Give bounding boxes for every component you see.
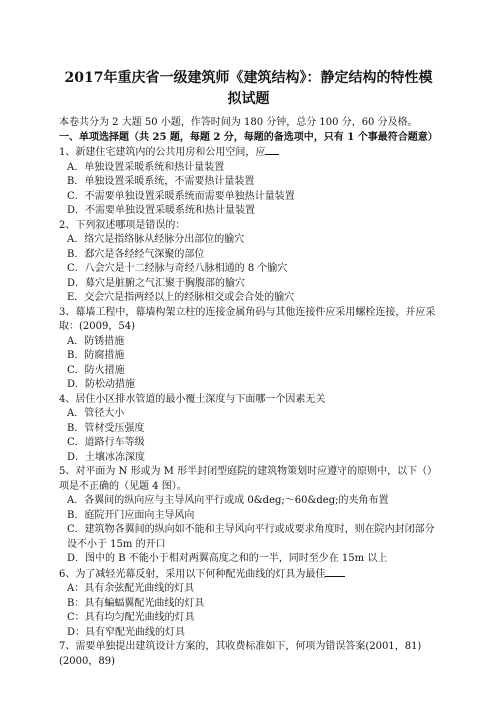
- question-6: [59, 567, 438, 583]
- exam-intro: 本卷共分为 2 大题 50 小题，作答时间为 180 分钟，总分 100 分，60 分及格。: [59, 117, 418, 128]
- question-text: 1、新建住宅建筑内的公共用房和公用空间，应: [59, 147, 266, 158]
- answer-blank: [325, 567, 345, 577]
- option: C．防火措施: [67, 364, 125, 376]
- option: C．道路行车等级: [67, 437, 145, 448]
- option: D．土壤冰冻深度: [67, 451, 146, 463]
- option: B．单独设置采暖系统，不需要热计量装置: [67, 176, 255, 187]
- option: D．图中的 B 不能小于相对两翼高度之和的一半，同时至少在 15m 以上: [67, 553, 388, 564]
- option: D：具有窄配光曲线的灯具: [67, 626, 186, 638]
- option: A．单独设置采暖系统和热计量装置: [67, 161, 225, 173]
- option: E．交会穴是指两经以上的经脉相交或会合处的腧穴: [67, 292, 295, 303]
- option: B：具有蝙蝠翼配光曲线的灯具: [67, 597, 205, 609]
- option: B．庭院开门应面向主导风向: [67, 509, 195, 521]
- option: B．管材受压强度: [67, 422, 145, 434]
- question-4: 4、居住小区排水管道的最小覆土深度与下面哪一个因素无关: [59, 393, 326, 405]
- option: A．防锈措施: [67, 335, 125, 347]
- option: B．郄穴是各经经气深聚的部位: [67, 248, 205, 260]
- question-text: 6、为了减轻光幕反射，采用以下何种配光曲线的灯具为最佳: [59, 568, 326, 580]
- option: C：具有均匀配光曲线的灯具: [67, 612, 195, 623]
- option: B．防腐措施: [67, 350, 125, 361]
- option: A．管径大小: [67, 408, 125, 419]
- option: C．建筑物各翼间的纵向如不能和主导风向平行或成要求角度时，则在院内封闭部分设不小于 15m 的开口: [67, 524, 435, 550]
- option: A：具有余弦配光曲线的灯具: [67, 583, 195, 594]
- option: D．募穴是脏腑之气汇聚于胸腹部的腧穴: [67, 277, 246, 289]
- title-line-2: 拟试题: [227, 91, 270, 107]
- option: A．络穴是指络脉从经脉分出部位的腧穴: [67, 234, 245, 245]
- answer-blank: [265, 145, 279, 155]
- option: C．不需要单独设置采暖系统而需要单独热计量装置: [67, 190, 295, 202]
- section-heading: 一、单项选择题（共 25 题，每题 2 分，每题的备选项中，只有 1 个事最符合题意）: [59, 131, 438, 143]
- option: C．八会穴是十二经脉与奇经八脉相通的 8 个腧穴: [67, 263, 288, 274]
- option: A．各翼间的纵向应与主导风向平行或成 0&deg;～60&deg;的夹角布置: [67, 495, 389, 506]
- question-3: 3、幕墙工程中，幕墙构架立柱的连接金属角码与其他连接件应采用螺栓连接，并应采取：(2009，54): [59, 306, 436, 332]
- option: D．不需要单独设置采暖系统和热计量装置: [67, 205, 256, 216]
- document-title: [59, 68, 438, 110]
- question-7: 7、需要单独提出建筑设计方案的，其收费标准如下，何项为错误答案(2001，81)(2000，89): [59, 641, 422, 667]
- question-1: [59, 145, 438, 161]
- question-5: 5、对平面为 N 形或为 M 形半封闭型庭院的建筑物策划时应遵守的原则中，以下（）项是不正确的（见题 4 图）。: [59, 466, 438, 492]
- title-line-1: 2017年重庆省一级建筑师《建筑结构》：静定结构的特性模: [64, 70, 433, 86]
- question-2: 2、下列叙述哪项是错误的：: [59, 219, 186, 231]
- option: D．防松动措施: [67, 379, 136, 390]
